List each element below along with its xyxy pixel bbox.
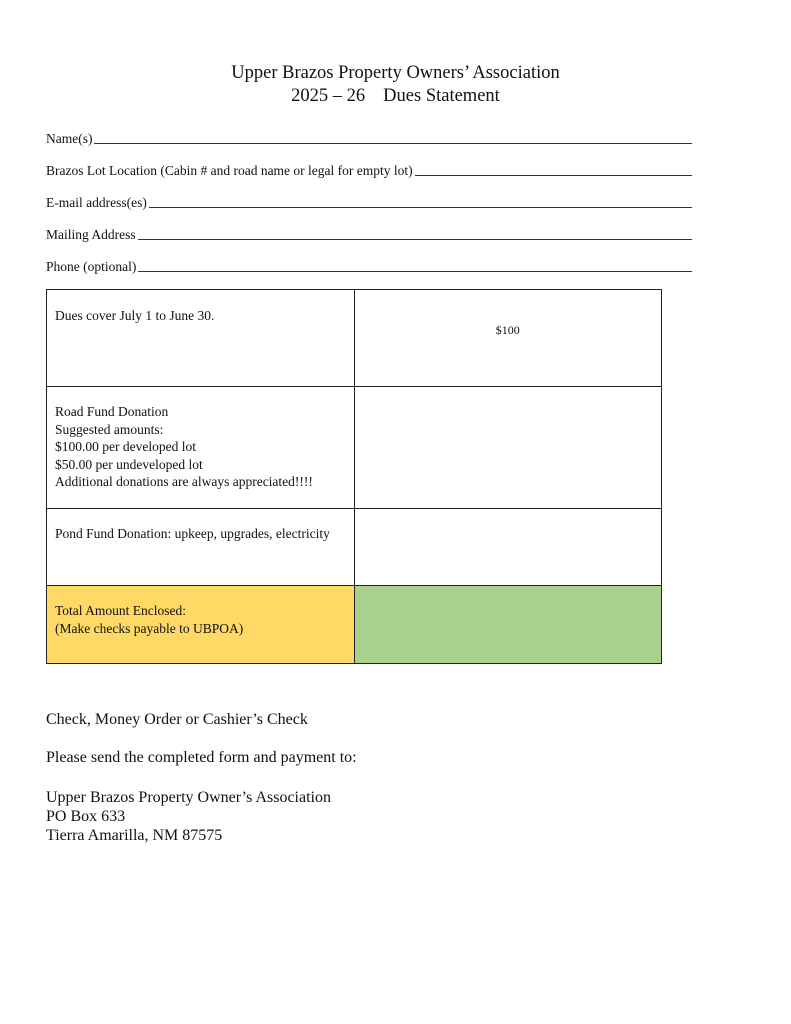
total-row [47, 586, 662, 664]
total-label-line1: Total Amount Enclosed: [55, 603, 187, 618]
mailing-address-block [46, 788, 331, 845]
name-label: Name(s) [46, 131, 93, 146]
dues-amount-cell [354, 290, 662, 387]
dues-table [46, 289, 662, 664]
lot-location-label: Brazos Lot Location (Cabin # and road name or legal for empty lot) [46, 163, 413, 178]
document-header [0, 62, 791, 108]
send-instructions: Please send the completed form and payment to: [46, 749, 357, 766]
statement-year: 2025 – 26 [291, 86, 366, 106]
name-field-row [46, 127, 692, 147]
road-fund-amount-cell[interactable] [354, 387, 662, 509]
association-title: Upper Brazos Property Owners’ Association [231, 63, 560, 83]
lot-location-input-line[interactable] [415, 175, 692, 176]
pond-fund-amount-cell[interactable] [354, 509, 662, 586]
mailing-address-field-row [46, 223, 692, 243]
road-fund-developed: $100.00 per developed lot [55, 439, 196, 454]
address-line-pobox: PO Box 633 [46, 808, 126, 825]
total-amount-cell[interactable] [354, 586, 662, 664]
road-fund-description [47, 387, 354, 491]
email-input-line[interactable] [149, 207, 692, 208]
dues-description-cell [47, 290, 355, 387]
statement-title [0, 85, 791, 108]
total-label [47, 586, 354, 637]
road-fund-suggested: Suggested amounts: [55, 421, 164, 437]
total-label-line2: (Make checks payable to UBPOA) [55, 620, 244, 636]
dues-amount: $100 [495, 323, 520, 337]
mailing-address-input-line[interactable] [138, 239, 692, 240]
address-line-org: Upper Brazos Property Owner’s Association [46, 789, 331, 806]
road-fund-title: Road Fund Donation [55, 404, 169, 419]
road-fund-description-cell [47, 387, 355, 509]
road-fund-additional: Additional donations are always appreciated!!!! [55, 474, 313, 489]
payment-methods: Check, Money Order or Cashier’s Check [46, 711, 308, 728]
phone-field-row [46, 255, 692, 275]
address-line-city: Tierra Amarilla, NM 87575 [46, 827, 223, 844]
pond-fund-description-cell [47, 509, 355, 586]
lot-location-field-row [46, 159, 692, 179]
pond-fund-description: Pond Fund Donation: upkeep, upgrades, electricity [55, 526, 330, 541]
statement-subtitle: Dues Statement [383, 86, 500, 106]
dues-description: Dues cover July 1 to June 30. [55, 308, 215, 323]
road-fund-undeveloped: $50.00 per undeveloped lot [55, 456, 203, 472]
phone-label: Phone (optional) [46, 259, 137, 274]
dues-row [47, 290, 662, 387]
pond-fund-row [47, 509, 662, 586]
mailing-address-label: Mailing Address [46, 227, 136, 242]
email-field-row [46, 191, 692, 211]
phone-input-line[interactable] [138, 271, 692, 272]
name-input-line[interactable] [94, 143, 692, 144]
total-label-cell [47, 586, 355, 664]
email-label: E-mail address(es) [46, 195, 147, 210]
road-fund-row [47, 387, 662, 509]
